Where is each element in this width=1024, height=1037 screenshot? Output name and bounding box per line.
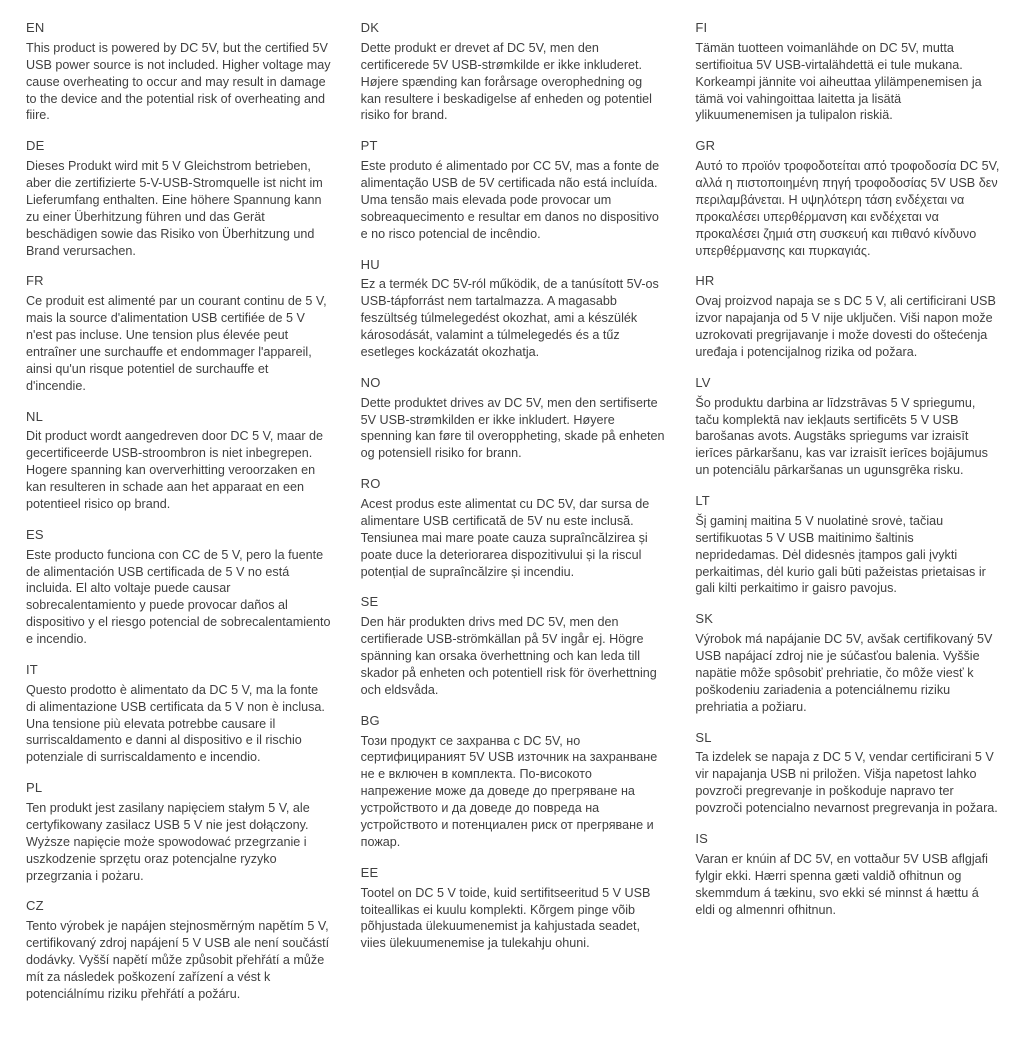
language-text: Tämän tuotteen voimanlähde on DC 5V, mutta sertifioitua 5V USB-virtalähdettä ei tule mukana. Korkeampi jännite voi aiheuttaa ylilämpenemisen ja tämä voi vahingoittaa laitetta ja lisätä ylikuumenemisen ja tulipalon riskiä. [695, 40, 982, 123]
language-section-sk [695, 611, 1000, 715]
language-section-pt [361, 138, 666, 242]
language-code: DK [360, 20, 380, 35]
text-column-1 [26, 20, 331, 1017]
language-code: PL [26, 780, 43, 796]
language-section-sl [695, 730, 1000, 817]
language-code: IT [26, 661, 38, 677]
language-text: Dit product wordt aangedreven door DC 5 V, maar de gecertificeerde USB-stroombron is niet inbegrepen. Hogere spanning kan oververhitting veroorzaken en kan resulteren in schade aan het apparaat en een potentieel risico op brand. [26, 429, 324, 511]
language-section-bg [361, 713, 666, 851]
language-section-hu [361, 257, 666, 361]
language-section-fr [26, 273, 331, 394]
language-section-ro [361, 476, 666, 580]
language-text: Den här produkten drivs med DC 5V, men den certifierade USB-strömkällan på 5V ingår ej. Högre spänning kan orsaka överhettning och kan leda till skador på enheten och potentiell risk för överhettning och eldsvåda. [360, 615, 657, 697]
language-section-lv [695, 375, 1000, 479]
language-code: SK [695, 611, 714, 627]
text-column-3 [695, 20, 1000, 1017]
language-section-pl [26, 780, 331, 884]
language-code: EN [26, 20, 45, 35]
language-text: Ce produit est alimenté par un courant continu de 5 V, mais la source d'alimentation USB certifiée de 5 V n'est pas incluse. Une tension plus élevée peut entraîner une surchauffe et endommager l'appareil, ainsi qu'un risque potentiel de surchauffe et d'incendie. [26, 294, 327, 393]
language-section-lt [695, 493, 1000, 597]
language-code: RO [360, 476, 381, 492]
language-text: Este produto é alimentado por CC 5V, mas a fonte de alimentação USB de 5V certificada não está incluída. Uma tensão mais elevada pode provocar um sobreaquecimento e resultar em danos no dispositivo e no risco potencial de incêndio. [360, 159, 660, 241]
language-code: SL [695, 729, 712, 745]
language-text: Dieses Produkt wird mit 5 V Gleichstrom betrieben, aber die zertifizierte 5-V-USB-Stromquelle ist nicht im Lieferumfang enthalten. Eine höhere Spannung kann zu einer Überhitzung führen und das Gerät beschädigen sowie das Risiko von Überhitzung und Brand verursachen. [26, 159, 323, 258]
language-text: Acest produs este alimentat cu DC 5V, dar sursa de alimentare USB certificată de 5V nu este inclusă. Tensiunea mai mare poate cauza supraîncălzirea și poate duce la deteriorarea dispozitivului și la riscul potențial de supraîncălzire și incendiu. [360, 497, 650, 579]
language-code: PT [360, 138, 378, 154]
language-section-ee [361, 865, 666, 952]
language-text: Šį gaminį maitina 5 V nuolatinė srovė, tačiau sertifikuotas 5 V USB maitinimo šaltinis nepridedamas. Dėl didesnės įtampos gali įvykti perkaitimas, dėl kurio gali būti pažeistas prietaisas ir gali kilti perkaitimo ir gaisro pavojus. [695, 513, 986, 596]
language-code: GR [695, 138, 716, 154]
language-section-se [361, 594, 666, 698]
language-section-nl [26, 409, 331, 513]
language-text: Este producto funciona con CC de 5 V, pero la fuente de alimentación USB certificada de 5 V no está incluida. El alto voltaje puede causar sobrecalentamiento y puede provocar daños al dispositivo y el riesgo potencial de sobrecalentamiento e incendio. [26, 547, 331, 647]
language-text: Tootel on DC 5 V toide, kuid sertifitseeritud 5 V USB toiteallikas ei kuulu komplekti. Kõrgem pinge võib põhjustada ülekuumenemist ja kahjustada seadet, viies ülekuumenemise ja tulekahju ohuni. [360, 885, 651, 951]
language-code: SE [360, 594, 379, 610]
language-section-no [361, 375, 666, 462]
language-code: EE [360, 864, 379, 880]
language-text: Ta izdelek se napaja z DC 5 V, vendar certificirani 5 V vir napajanja USB ni priložen. Višja napetost lahko povzroči pregrevanje in poškoduje napravo ter povzroči potencialno nevarnost pregrevanja in požara. [695, 750, 998, 816]
language-text: Αυτό το προϊόν τροφοδοτείται από τροφοδοσία DC 5V, αλλά η πιστοποιημένη πηγή τροφοδοσίας 5V USB δεν περιλαμβάνεται. Η υψηλότερη τάση ενδέχεται να προκαλέσει υπερθέρμανση και ενδέχεται να προκαλέσει ζημιά στη συσκευή και πιθανό κίνδυνο υπερθέρμανσης και πυρκαγιάς. [695, 159, 1000, 258]
language-section-dk [361, 20, 666, 124]
language-text: Dette produktet drives av DC 5V, men den sertifiserte 5V USB-strømkilden er ikke inkludert. Høyere spenning kan føre til overoppheting, skade på enheten og potensiell risiko for brann. [360, 395, 665, 461]
language-text: Výrobok má napájanie DC 5V, avšak certifikovaný 5V USB napájací zdroj nie je súčasťou balenia. Vyššie napätie môže spôsobiť prehriatie, čo môže viesť k poškodeniu zariadenia a potenciálnemu riziku prehriatia a požiaru. [695, 632, 993, 714]
language-code: CZ [26, 898, 44, 914]
language-text: Varan er knúin af DC 5V, en vottaður 5V USB aflgjafi fylgir ekki. Hærri spenna gæti valdið ofhitnun og skemmdum á tækinu, svo ekki sé minnst á hættu á eldi og almennri ofhitnun. [695, 851, 988, 917]
language-code: NO [360, 374, 381, 390]
language-code: DE [26, 138, 45, 154]
language-section-es [26, 527, 331, 648]
language-code: HU [360, 256, 380, 272]
language-text: Този продукт се захранва с DC 5V, но сертифицираният 5V USB източник на захранване не е включен в комплекта. По-високото напрежение може да доведе до прегряване на устройството и да доведе до повреда на устройството и потенциален риск от прегряване и пожар. [360, 733, 658, 849]
language-code: ES [26, 526, 44, 542]
language-section-cz [26, 898, 331, 1002]
language-code: BG [360, 712, 380, 728]
language-text: Dette produkt er drevet af DC 5V, men den certificerede 5V USB-strømkilde er ikke inkluderet. Højere spænding kan forårsage overophedning og kan resultere i beskadigelse af enheden og potentiel risiko for brand. [360, 40, 652, 123]
language-text: Ovaj proizvod napaja se s DC 5 V, ali certificirani USB izvor napajanja od 5 V nije uključen. Viši napon može uzrokovati pregrijavanje i može dovesti do oštećenja uređaja i potencijalnog rizika od požara. [695, 294, 996, 359]
language-section-en [26, 20, 331, 124]
language-code: HR [695, 273, 715, 289]
language-code: NL [26, 408, 44, 424]
language-section-gr [695, 138, 1000, 259]
language-section-hr [695, 273, 1000, 360]
language-code: FR [26, 273, 44, 289]
language-section-it [26, 662, 331, 766]
language-code: IS [695, 830, 709, 846]
language-text: Ez a termék DC 5V-ról működik, de a tanúsított 5V-os USB-tápforrást nem tartalmazza. A magasabb feszültség túlmelegedést okozhat, ami a készülék károsodását, valamint a túlmelegedés és a tűz esetleges kockázatát okozhatja. [360, 277, 659, 359]
language-code: LT [695, 493, 710, 509]
language-code: FI [695, 20, 708, 35]
text-column-2 [361, 20, 666, 1017]
language-section-de [26, 138, 331, 259]
language-text: Questo prodotto è alimentato da DC 5 V, ma la fonte di alimentazione USB certificata da 5 V non è inclusa. Una tensione più elevata potrebbe causare il surriscaldamento e danni al dispositivo e il rischio potenziale di surriscaldamento e incendio. [26, 682, 325, 765]
language-text: Tento výrobek je napájen stejnosměrným napětím 5 V, certifikovaný zdroj napájení 5 V USB ale není součástí dodávky. Vyšší napětí může způsobit přehřátí a může mít za následek poškození zařízení a vést k potenciálnímu riziku přehřátí a požáru. [26, 919, 330, 1001]
language-section-fi [695, 20, 1000, 124]
language-text: Šo produktu darbina ar līdzstrāvas 5 V spriegumu, taču komplektā nav iekļauts sertificēts 5 V USB barošanas avots. Augstāks spriegums var izraisīt ierīces pārkaršanu, kas var izraisīt ierīces bojājumus un potenciālu pārkaršanas un ugunsgrēka risku. [695, 395, 988, 478]
language-code: LV [695, 374, 711, 390]
language-section-is [695, 831, 1000, 918]
language-text: Ten produkt jest zasilany napięciem stałym 5 V, ale certyfikowany zasilacz USB 5 V nie jest dołączony. Wyższe napięcie może spowodować przegrzanie i uszkodzenie sprzętu oraz potencjalne ryzyko przegrzania i pożaru. [26, 801, 310, 883]
language-text: This product is powered by DC 5V, but the certified 5V USB power source is not included. Higher voltage may cause overheating to occur and may result in damage to the device and the potential risk of overheating and fiire. [26, 40, 331, 123]
